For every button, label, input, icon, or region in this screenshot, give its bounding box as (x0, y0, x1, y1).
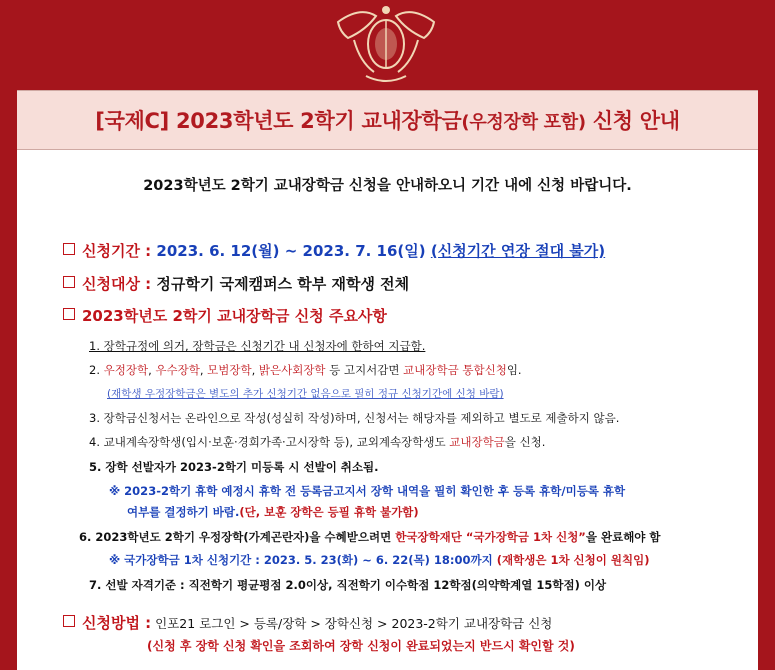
scholarship-bright-society: 밝은사회장학 (258, 363, 326, 377)
point-6-note-b: (재학생은 1차 신청이 원칙임) (496, 553, 650, 567)
integrated-application: 교내장학금 통합신청 (403, 363, 507, 377)
title-main: [국제C] 2023학년도 2학기 교내장학금 (95, 109, 462, 133)
point-5-note-2a: 여부를 결정하기 바람. (127, 505, 240, 519)
main-points-heading (63, 305, 387, 326)
checkbox-square-icon (63, 308, 75, 320)
period-note: (신청기간 연장 절대 불가) (430, 242, 606, 260)
point-1-text: 1. 장학규정에 의거, 장학금은 신청기간 내 신청자에 한하여 지급함. (89, 339, 426, 353)
point-2-sep: , (251, 363, 259, 377)
point-2-num: 2. (89, 363, 104, 377)
point-3: 3. 장학금신청서는 온라인으로 작성(성실히 작성)하며, 신청서는 해당자를 제외하고 별도로 제출하지 않음. (89, 411, 620, 425)
point-6-c: 을 완료해야 함 (585, 530, 661, 544)
university-seal-icon (330, 0, 442, 86)
point-4 (89, 434, 545, 450)
title-tail: 신청 안내 (585, 109, 680, 133)
scholarship-model: 모범장학 (207, 363, 252, 377)
point-5: 5. 장학 선발자가 2023-2학기 미등록 시 선발이 취소됨. (89, 460, 379, 474)
point-5-note-2 (127, 504, 419, 520)
target-value: 정규학기 국제캠퍼스 학부 재학생 전체 (151, 275, 410, 293)
point-2-note: (재학생 우정장학금은 별도의 추가 신청기간 없음으로 필히 정규 신청기간에 신청 바람) (107, 388, 504, 400)
method-label: 신청방법 : (82, 614, 152, 632)
point-2-sep: , (199, 363, 208, 377)
point-2 (89, 362, 522, 378)
scholarship-excellence: 우수장학 (155, 363, 200, 377)
point-6-note-a: ※ 국가장학금 1차 신청기간 : 2023. 5. 23(화) ~ 6. 22(목) 18:00까지 (109, 553, 497, 567)
header-band (0, 0, 775, 90)
point-4-link: 교내장학금 (449, 435, 505, 449)
point-7: 7. 선발 자격기준 : 직전학기 평균평점 2.0이상, 직전학기 이수학점 12학점(의약학계열 15학점) 이상 (89, 578, 607, 592)
title-paren: (우정장학 포함) (461, 112, 586, 133)
point-2-mid: 등 고지서감면 (325, 363, 404, 377)
target-line (63, 273, 409, 294)
point-2-sep: , (148, 363, 156, 377)
period-dates: 2023. 6. 12(월) ~ 2023. 7. 16(일) (151, 242, 431, 260)
page-title (95, 105, 679, 135)
point-6-a: 6. 2023학년도 2학기 우정장학(가계곤란자)을 수혜받으려면 (79, 530, 396, 544)
title-bar (17, 90, 758, 150)
main-points-title: 2023학년도 2학기 교내장학금 신청 주요사항 (82, 307, 387, 325)
checkbox-square-icon (63, 276, 75, 288)
period-line (63, 240, 605, 261)
point-6-note (109, 552, 649, 568)
method-note: (신청 후 장학 신청 확인을 조회하여 장학 신청이 완료되었는지 반드시 확인할 것) (147, 639, 575, 653)
checkbox-square-icon (63, 243, 75, 255)
point-6 (79, 529, 661, 545)
point-5-note-2b: (단, 보훈 장학은 등필 휴학 불가함) (239, 505, 419, 519)
method-line (63, 612, 552, 633)
intro-text: 2023학년도 2학기 교내장학금 신청을 안내하오니 기간 내에 신청 바랍니다. (143, 178, 632, 194)
checkbox-square-icon (63, 615, 75, 627)
notice-card (17, 90, 758, 670)
target-label: 신청대상 : (82, 275, 152, 293)
point-5-note-1: ※ 2023-2학기 휴학 예정시 휴학 전 등록금고지서 장학 내역을 필히 확인한 후 등록 휴학/미등록 휴학 (109, 484, 626, 498)
method-path: 인포21 로그인 > 등록/장학 > 장학신청 > 2023-2학기 교내장학금 신청 (151, 616, 553, 631)
period-label: 신청기간 : (82, 242, 152, 260)
point-4-text: 4. 교내계속장학생(입시·보훈·경희가족·고시장학 등), 교외계속장학생도 (89, 435, 450, 449)
point-6-b: 한국장학재단 “국가장학금 1차 신청” (395, 530, 586, 544)
point-1 (89, 338, 425, 354)
scholarship-woojung: 우정장학 (103, 363, 149, 377)
point-2-end: 임. (506, 363, 522, 377)
point-4-end: 을 신청. (504, 435, 546, 449)
